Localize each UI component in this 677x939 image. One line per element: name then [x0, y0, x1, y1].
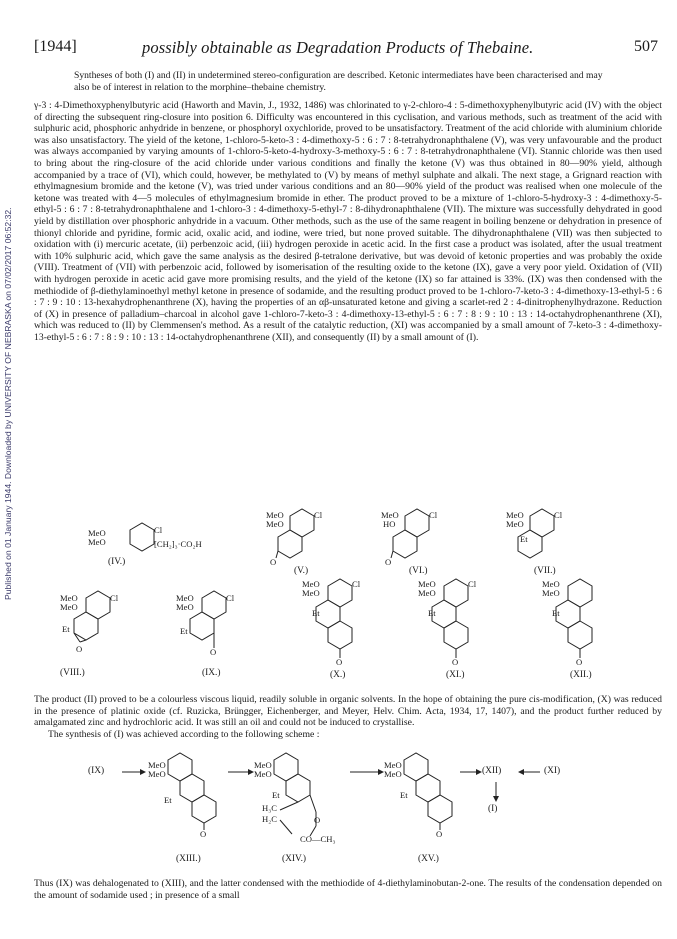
- structure-x: [300, 576, 386, 684]
- xiii-meo-1: MeO: [148, 760, 166, 770]
- scheme-intro-text: The synthesis of (I) was achieved according to the following scheme :: [48, 728, 320, 740]
- structure-viii: [60, 588, 140, 684]
- iv-meo-1: MeO: [88, 528, 106, 538]
- final-paragraph-text: Thus (IX) was dehalogenated to (XIII), and the latter condensed with the methiodide of 4-diethylaminobutan-2-one. The results of the condensation depended on the amount of sodamide used ; in presence of a small: [34, 878, 662, 901]
- structure-vii: [506, 508, 588, 578]
- xiv-h3c: H₃C: [262, 803, 277, 813]
- second-paragraph-text: The product (II) proved to be a colourless viscous liquid, readily soluble in organic solvents. In the hope of obtaining the pure cis-modification, (X) was reduced in the presence of platinic oxide (cf. Ruzicka, Brüngger, Eichenberger, and Meyer, Helv. Chim. Acta, 1934, 17, 1407), and the product further reduced by amalgamated zinc and hydrochloric acid. It was still an oil and could not be induced to crystallise.: [34, 694, 662, 729]
- ix-cl: Cl: [226, 593, 235, 603]
- final-paragraph: [34, 878, 662, 901]
- scheme-xii: (XII): [482, 766, 502, 776]
- viii-oxo: O: [76, 644, 83, 654]
- xv-meo-1: MeO: [384, 760, 402, 770]
- ix-label: (IX.): [202, 668, 221, 678]
- running-header: [34, 38, 658, 60]
- xiii-et: Et: [164, 795, 172, 805]
- xiv-label: (XIV.): [282, 854, 307, 864]
- main-paragraph: [34, 100, 662, 343]
- xiii-label: (XIII.): [176, 854, 201, 864]
- vii-meo-1: MeO: [506, 510, 524, 520]
- vii-label: (VII.): [534, 566, 556, 576]
- xi-meo-2: MeO: [418, 588, 436, 598]
- xiv-h2c: H₂C: [262, 814, 277, 824]
- iv-cl: Cl: [154, 525, 163, 535]
- viii-et: Et: [62, 624, 70, 634]
- xiii-oxo: O: [200, 829, 207, 839]
- vii-meo-2: MeO: [506, 519, 524, 529]
- xi-label: (XI.): [446, 670, 465, 680]
- vi-oxo: O: [385, 557, 392, 567]
- viii-label: (VIII.): [60, 668, 85, 678]
- scheme-drawing: [88, 750, 648, 878]
- xi-oxo: O: [452, 657, 459, 667]
- iv-label: (IV.): [108, 557, 126, 567]
- scheme-end: (I): [488, 804, 498, 814]
- page-number: 507: [634, 38, 658, 55]
- xiv-oxo: O: [314, 815, 321, 825]
- header-year: [1944]: [34, 38, 77, 55]
- xi-meo-1: MeO: [418, 579, 436, 589]
- xiv-meo-2: MeO: [254, 769, 272, 779]
- xv-label: (XV.): [418, 854, 439, 864]
- xv-et: Et: [400, 790, 408, 800]
- viii-meo-1: MeO: [60, 593, 78, 603]
- vi-ho: HO: [383, 519, 396, 529]
- xiv-acetyl: CO—CH₃: [300, 834, 336, 844]
- x-meo-1: MeO: [302, 579, 320, 589]
- v-oxo: O: [270, 557, 277, 567]
- xiv-meo-1: MeO: [254, 760, 272, 770]
- xiv-et: Et: [272, 790, 280, 800]
- x-et: Et: [312, 608, 320, 618]
- x-oxo: O: [336, 657, 343, 667]
- xi-et: Et: [428, 608, 436, 618]
- x-cl: Cl: [352, 579, 361, 589]
- second-paragraph: [34, 694, 662, 740]
- xv-oxo: O: [436, 829, 443, 839]
- vii-et: Et: [520, 534, 528, 544]
- download-watermark-text[interactable]: Published on 01 January 1944. Downloaded by UNIVERSITY OF NEBRASKA on 07/02/2017 06:52:32.: [3, 207, 13, 600]
- xiii-meo-2: MeO: [148, 769, 166, 779]
- scheme-xi: (XI): [544, 766, 561, 776]
- download-watermark: [3, 130, 17, 600]
- xii-oxo: O: [576, 657, 583, 667]
- ix-meo-2: MeO: [176, 602, 194, 612]
- xii-meo-2: MeO: [542, 588, 560, 598]
- vii-cl: Cl: [554, 510, 563, 520]
- ix-meo-1: MeO: [176, 593, 194, 603]
- vi-label: (VI.): [409, 566, 428, 576]
- xv-meo-2: MeO: [384, 769, 402, 779]
- synthesis-scheme: [88, 750, 648, 878]
- vi-meo: MeO: [381, 510, 399, 520]
- xii-et: Et: [552, 608, 560, 618]
- summary: Syntheses of both (I) and (II) in undetermined stereo-configuration are described. Ketonic intermediates have been characterised and may also be of interest in relation to the morphine–thebaine chemistry.: [74, 70, 603, 93]
- x-meo-2: MeO: [302, 588, 320, 598]
- scheme-start: (IX): [88, 766, 105, 776]
- structure-v: [266, 508, 348, 578]
- ix-oxo: O: [210, 647, 217, 657]
- structure-xi: [416, 576, 502, 684]
- v-label: (V.): [294, 566, 309, 576]
- v-cl: Cl: [314, 510, 323, 520]
- xii-meo-1: MeO: [542, 579, 560, 589]
- structure-iv: [88, 520, 218, 568]
- v-meo-1: MeO: [266, 510, 284, 520]
- structure-xii: [540, 576, 626, 684]
- viii-meo-2: MeO: [60, 602, 78, 612]
- structure-vi: [381, 508, 463, 578]
- vi-cl: Cl: [429, 510, 438, 520]
- xi-cl: Cl: [468, 579, 477, 589]
- main-paragraph-text: γ-3 : 4-Dimethoxyphenylbutyric acid (Haworth and Mavin, J., 1932, 1486) was chlorinated to γ-2-chloro-4 : 5-dimethoxyphenylbutyric acid (IV) with the object of directing the subsequent ring-closure into position 6. Difficulty was encountered in this cyclisation, and various methods, such as treatment of the acid with sulphuric acid, phosphoric anhydride in benzene, or phosphoryl oxychloride, proved to be unsatisfactory. Treatment of the acid chloride with aluminium chloride was also unsatisfactory. The yield of the ketone, 1-chloro-5-keto-3 : 4-dimethoxy-5 : 6 : 7 : 8-tetrahydronaphthalene (V), was very unfavourable and the product was always accompanied by varying amounts of 1-chloro-5-keto-4-hydroxy-3-methoxy-5 : 6 : 7 : 8-tetrahydronaphthalene (VI). Stannic chloride was then used to bring about the ring-closure of the acid chloride under various conditions and finally the ketone (V) was thus obtained in 80—90% yield, although accompanied by a trace of (VI), which could, however, be methylated to (V) by means of methyl sulphate and alkali. The next stage, a Grignard reaction with ethylmagnesium bromide and the ketone (V), was tried under various conditions and an 80—90% yield of the product was realised when one molecule of the ketone was treated with 4—5 molecules of ethylmagnesium bromide in ether. The product proved to be a mixture of 1-chloro-5-hydroxy-3 : 4-dimethoxy-5-ethyl-5 : 6 : 7 : 8-tetrahydronaphthalene and 1-chloro-3 : 4-dimethoxy-5-ethyl-7 : 8-dihydronaphthalene (VII). The mixture was successfully dehydrated in good yield by distillation over phosphoric anhydride in a vacuum. Other methods, such as the use of the same reagent in boiling benzene or dehydration in presence of thionyl chloride and pyridine, formic acid, oxalic acid, and iodine, were tried, but none proved suitable. The dihydronaphthalene (VII) was then subjected to oxidation with (i) mercuric acetate, (ii) perbenzoic acid, (iii) hydrogen peroxide in acetic acid. In the first case a product was isolated, after the usual treatment with 10% sulphuric acid, which gave the same analysis as the desired β-tetralone derivative, but was devoid of ketonic properties and was probably the oxide (VIII). Treatment of (VII) with perbenzoic acid, followed by isomerisation of the resulting oxide to the ketone (IX), gave a very poor yield. Oxidation of (VII) with hydrogen peroxide in acetic acid gave more promising results, and the yield of the ketone (IX) so far attained is 33%. (IX) was then condensed with the methiodide of β-diethylaminoethyl methyl ketone in presence of sodamide, and the resulting product proved to be 1-chloro-7-keto-3 : 4-dimethoxy-13-ethyl-5 : 6 : 7 : 9 : 10 : 13-hexahydrophenanthrene (X), having the properties of an αβ-unsaturated ketone and giving a scarlet-red 2 : 4-dinitrophenylhydrazone. Reduction of (X) in presence of palladium–charcoal in alcohol gave 1-chloro-7-keto-3 : 4-dimethoxy-13-ethyl-5 : 6 : 7 : 8 : 9 : 10 : 13 : 14-octahydrophenanthrene (XI), which was reduced to (II) by Clemmensen's method. As a result of the catalytic reduction, (XI) was accompanied by a small amount of 7-keto-3 : 4-dimethoxy-13-ethyl-5 : 6 : 7 : 8 : 9 : 10 : 13 : 14-octahydrophenanthrene (XII), and consequently (II) by a small amount of (I).: [34, 100, 662, 343]
- v-meo-2: MeO: [266, 519, 284, 529]
- header-title: possibly obtainable as Degradation Products of Thebaine.: [142, 38, 534, 57]
- xii-label: (XII.): [570, 670, 592, 680]
- structure-ix: [176, 590, 256, 684]
- viii-cl: Cl: [110, 593, 119, 603]
- iv-meo-2: MeO: [88, 537, 106, 547]
- x-label: (X.): [330, 670, 346, 680]
- ix-et: Et: [180, 626, 188, 636]
- iv-chain: [CH₂]₃·CO₂H: [154, 539, 202, 549]
